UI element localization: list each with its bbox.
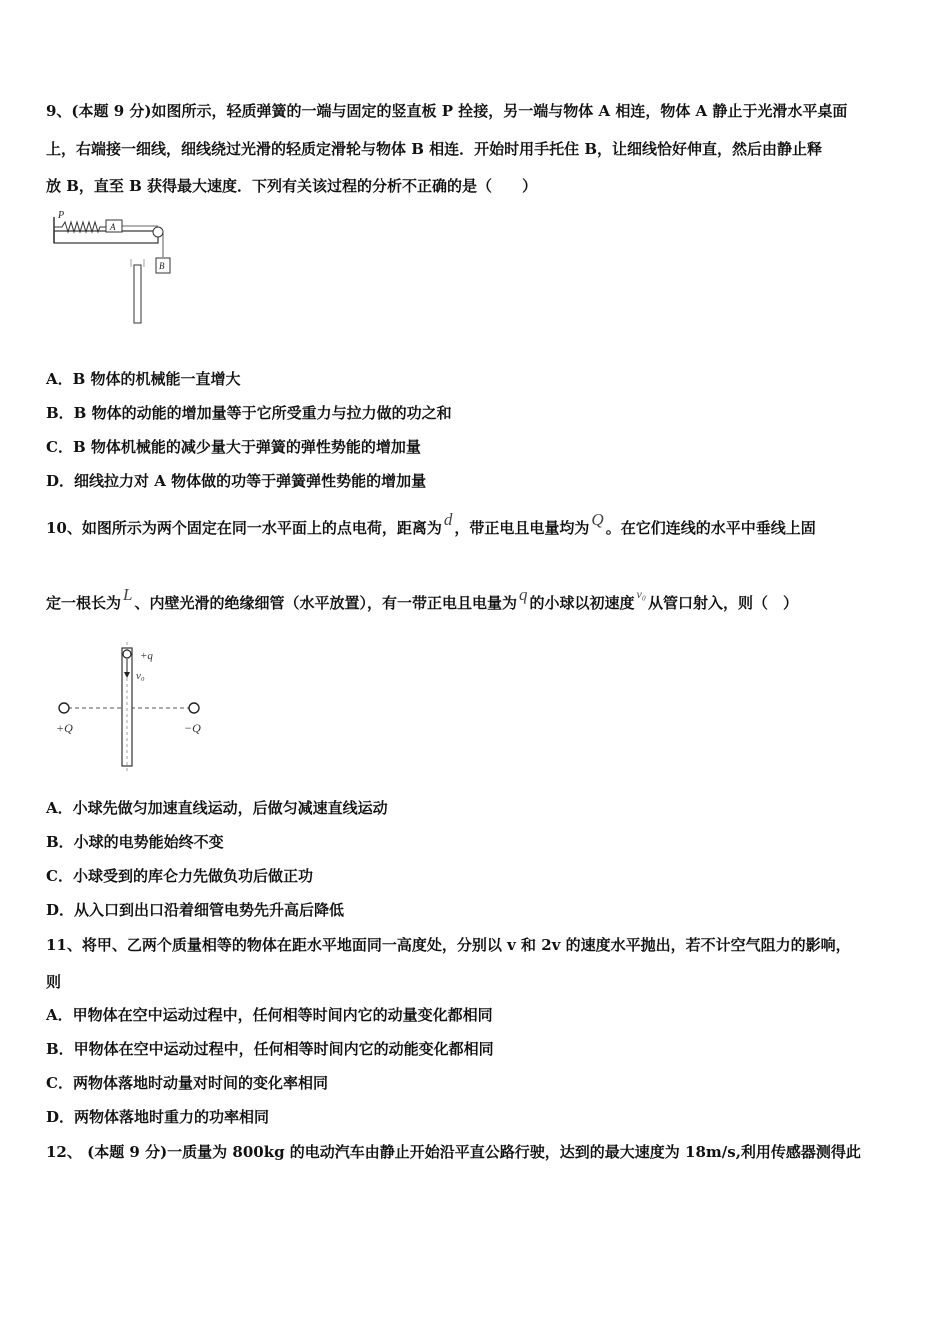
q11-option-b: B．甲物体在空中运动过程中，任何相等时间内它的动能变化都相同 xyxy=(46,1040,494,1058)
symbol-d: d xyxy=(443,510,453,529)
symbol-L: L xyxy=(123,585,133,604)
symbol-v0: v₀ xyxy=(636,587,647,601)
q11-option-d: D．两物体落地时重力的功率相同 xyxy=(46,1108,270,1126)
q9-label-p: P xyxy=(58,210,65,221)
symbol-q: q xyxy=(519,585,528,604)
q9-option-a: A．B 物体的机械能一直增大 xyxy=(46,370,241,388)
q11-option-a: A．甲物体在空中运动过程中，任何相等时间内它的动量变化都相同 xyxy=(46,1006,493,1024)
q9-option-c: C．B 物体机械能的减少量大于弹簧的弹性势能的增加量 xyxy=(46,438,421,456)
q11-stem-line2: 则 xyxy=(46,973,62,991)
q9-stem-line3: 放 B，直至 B 获得最大速度．下列有关该过程的分析不正确的是（ ） xyxy=(46,177,538,195)
q10-stem-line1: 10、如图所示为两个固定在同一水平面上的点电荷，距离为 d ，带正电且电量均为 Q 。在它们连线的水平中垂线上固 xyxy=(46,510,816,537)
q11-option-c: C．两物体落地时动量对时间的变化率相同 xyxy=(46,1074,328,1092)
q9-option-d: D．细线拉力对 A 物体做的功等于弹簧弹性势能的增加量 xyxy=(46,472,427,490)
q10-label-q: +q xyxy=(140,650,153,662)
q12-stem-line1: 12、 (本题 9 分)一质量为 800kg 的电动汽车由静止开始沿平直公路行驶，达到的最大速度为 18m/s,利用传感器测得此 xyxy=(46,1143,861,1161)
q10-option-d: D．从入口到出口沿着细管电势先升高后降低 xyxy=(46,901,345,919)
q11-stem-line1: 11、将甲、乙两个质量相等的物体在距水平地面同一高度处，分别以 v 和 2v 的速度水平抛出，若不计空气阻力的影响， xyxy=(46,936,851,954)
q9-stem-line1: 9、(本题 9 分)如图所示，轻质弹簧的一端与固定的竖直板 P 拴接，另一端与物体 A 相连，物体 A 静止于光滑水平桌面 xyxy=(46,102,848,120)
q10-charges-tube-figure xyxy=(52,642,217,777)
q10-stem-line2: 定一根长为 L 、内壁光滑的绝缘细管（水平放置），有一带正电且电量为 q 的小球以初速度 $^{v_0}$ 从管口射入，则（ ） xyxy=(46,585,799,612)
symbol-Q: Q xyxy=(591,510,604,529)
q10-option-a: A．小球先做匀加速直线运动，后做匀减速直线运动 xyxy=(46,799,388,817)
q9-option-b: B．B 物体的动能的增加量等于它所受重力与拉力做的功之和 xyxy=(46,404,452,422)
q9-spring-pulley-figure xyxy=(50,207,185,329)
q9-label-a: A xyxy=(110,222,116,232)
q9-stem-line2: 上，右端接一细线，细线绕过光滑的轻质定滑轮与物体 B 相连．开始时用手托住 B，让细线恰好伸直，然后由静止释 xyxy=(46,140,823,158)
q9-label-b: B xyxy=(159,261,165,271)
q10-label-plus-Q: +Q xyxy=(56,721,73,735)
q10-option-b: B．小球的电势能始终不变 xyxy=(46,833,224,851)
q10-option-c: C．小球受到的库仑力先做负功后做正功 xyxy=(46,867,313,885)
q10-label-minus-Q: −Q xyxy=(184,721,201,735)
q10-label-v0: v₀ xyxy=(136,670,145,682)
